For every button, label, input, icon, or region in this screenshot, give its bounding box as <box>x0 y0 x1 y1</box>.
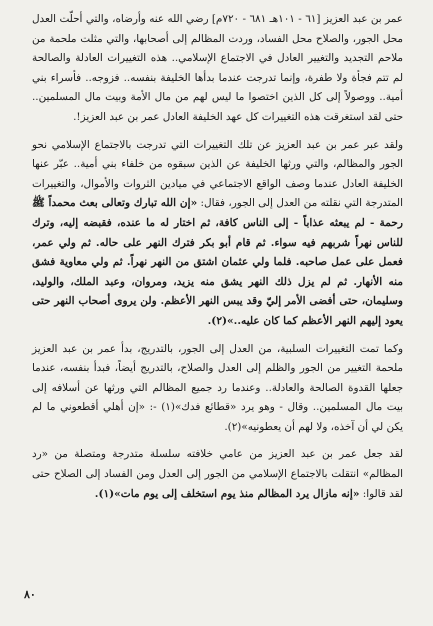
paragraph-2-quote: «إن الله تبارك وتعالى بعث محمداً ﷺ رحمة - لم يبعثه عذاباً - إلى الناس كافة، ثم اختار له ما عنده، فقبضه إليه، وترك للناس نهراً شربهم فيه سواء. ثم قام أبو بكر فترك النهر على حاله. ثم ولي عمر، فعمل على عمل صاحبه. فلما ولي عثمان اشتق من النهر نهراً. ثم ولي معاوية فشق منه الأنهار. ثم لم يزل ذلك النهر يشق منه يزيد، ومروان، وعبد الملك، والوليد، وسليمان، حتى أفضى الأمر إليّ وقد يبس النهر الأعظم. ولن يروى أصحاب النهر حتى يعود إليهم النهر الأعظم كما كان عليه..»(٢). <box>32 197 403 327</box>
paragraph-3 <box>32 340 403 438</box>
paragraph-1-text: عمر بن عبد العزيز [٦١ - ١٠١هـ ٦٨١ - ٧٢٠م] رضي الله عنه وأرضاه، والتي أحلّت العدل محل الجور، والصلاح محل الفساد، وردت المظالم إلى أصحابها، والتي مثلت ملحمة من ملاحم التجديد والتغيير العادل في الاجتماع الإسلامي.. هذه التغييرات العادلة والصالحة لم تتم فجأة ولا طفرة، وإنما تدرجت عندما بدأها الخليفة بنفسه.. فزوجه.. فأسراء بني أمية.. ووصولاً إلى كل الذين اختصوا ما ليس لهم من مال الأمة وبيت مال المسلمين.. حتى لقد استغرقت هذه التغييرات كل عهد الخليفة العادل عمر بن عبد العزيز!. <box>32 13 404 123</box>
paragraph-2-text: ولقد عبر عمر بن عبد العزيز عن تلك التغييرات التي تدرجت بالاجتماع الإسلامي نحو الجور والمظالم، والتي ورثها الخليفة عن الذين سبقوه من خلفاء بني أمية.. عبّر عنها الخليفة العادل عندما وصف الواقع الاجتماعي في ميادين الثروات والأموال، والتغييرات المتدرجة التي نقلته من العدل إلى الجور، فقال: <box>32 138 403 210</box>
paragraph-4 <box>32 445 403 504</box>
paragraph-4-text: لقد جعل عمر بن عبد العزيز من عامي خلافته سلسلة متدرجة ومتصلة من «رد المظالم» انتقلت بالاجتماع الإسلامي من الجور إلى العدل ومن الفساد إلى الصلاح حتى لقد قالوا: <box>32 448 403 500</box>
paragraph-3-text: وكما تمت التغييرات السلبية، من العدل إلى الجور، بالتدريج، بدأ عمر بن عبد العزيز ملحمة التغيير من الجور والظلم إلى العدل والصلاح، بالتدريج أيضاً، فبدأ بنفسه، عندما جعلها القدوة الصالحة والعادلة.. وعندما رد جميع المظالم التي ورثها عن أسلافه إلى بيت مال المسلمين.. وقال - وهو يرد «قطائع فدك»(١) -: «إن أهلي أقطعوني ما لم يكن لي أن آخذه، ولا لهم أن يعطونيه»(٢). <box>32 342 403 433</box>
paragraph-4-quote: «إنه مازال يرد المظالم منذ يوم استخلف إلى يوم مات»(١). <box>94 487 360 500</box>
page-number: ٨٠ <box>24 588 36 601</box>
paragraph-1 <box>32 10 403 128</box>
paragraph-2 <box>32 136 403 332</box>
